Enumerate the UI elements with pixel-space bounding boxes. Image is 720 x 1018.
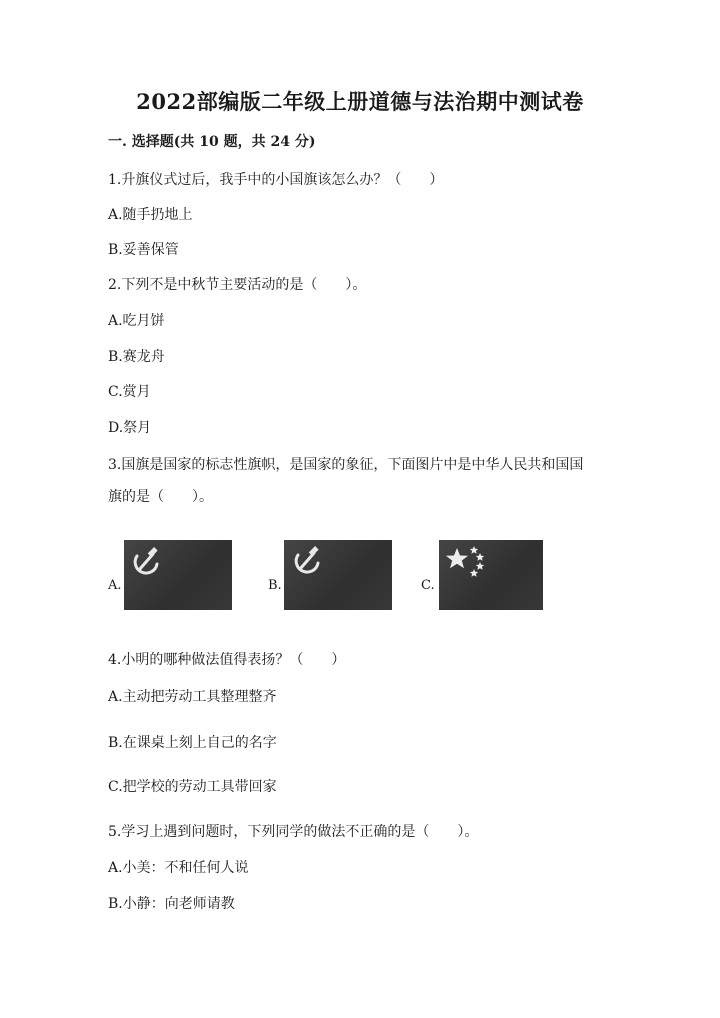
question-3-line-1: 3.国旗是国家的标志性旗帜，是国家的象征，下面图片中是中华人民共和国国: [108, 457, 584, 473]
q3-option-c: [421, 540, 551, 612]
q3-option-b: [268, 540, 398, 612]
q2-option-c: C.赏月: [108, 384, 151, 400]
party-flag-a: [124, 540, 232, 610]
five-stars-icon: [439, 540, 543, 610]
page-title: 2022部编版二年级上册道德与法治期中测试卷: [136, 89, 584, 114]
hammer-sickle-icon: [124, 540, 232, 610]
q1-option-b: B.妥善保管: [108, 242, 179, 258]
section-heading: 一. 选择题(共 10 题，共 24 分): [108, 134, 316, 150]
q4-option-c: C.把学校的劳动工具带回家: [108, 779, 277, 795]
q2-option-a: A.吃月饼: [108, 313, 165, 329]
q1-option-a: A.随手扔地上: [108, 207, 193, 223]
q5-option-a: A.小美：不和任何人说: [108, 860, 249, 876]
question-2: 2.下列不是中秋节主要活动的是（ ）。: [108, 277, 367, 293]
hammer-sickle-icon: [284, 540, 392, 610]
q2-option-b: B.赛龙舟: [108, 349, 165, 365]
q3-option-a: [108, 540, 238, 612]
q5-option-b: B.小静：向老师请教: [108, 896, 235, 912]
national-flag: [439, 540, 543, 610]
question-5: 5.学习上遇到问题时，下列同学的做法不正确的是（ ）。: [108, 824, 479, 840]
question-4: 4.小明的哪种做法值得表扬？（ ）: [108, 652, 346, 668]
q4-option-b: B.在课桌上刻上自己的名字: [108, 735, 277, 751]
q3-option-c-label: C.: [421, 578, 435, 593]
q4-option-a: A.主动把劳动工具整理整齐: [108, 689, 277, 705]
q3-option-b-label: B.: [268, 578, 282, 593]
question-3-line-2: 旗的是（ ）。: [108, 489, 213, 505]
party-flag-b: [284, 540, 392, 610]
q3-option-a-label: A.: [108, 578, 122, 593]
question-1: 1.升旗仪式过后，我手中的小国旗该怎么办？（ ）: [108, 172, 444, 188]
q2-option-d: D.祭月: [108, 420, 152, 436]
